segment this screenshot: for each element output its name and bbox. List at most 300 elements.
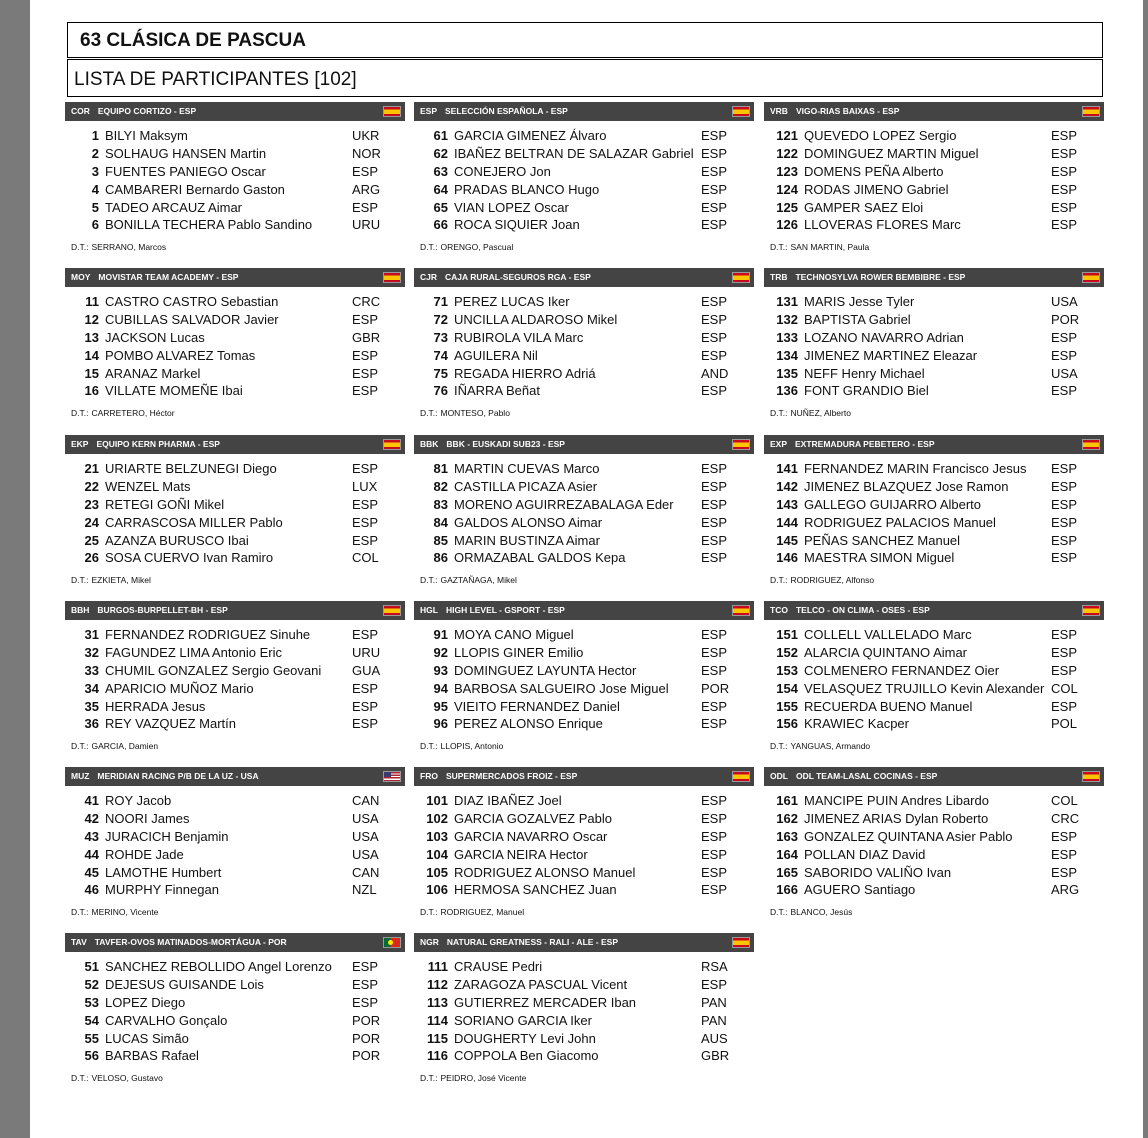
rider-name: MAESTRA SIMON Miguel [804, 550, 955, 566]
rider-row [414, 311, 754, 329]
rider-name: GAMPER SAEZ Eloi [804, 199, 924, 215]
rider-name: UNCILLA ALDAROSO Mikel [454, 311, 618, 327]
rider-row [414, 881, 754, 899]
sport-director-label: D.T.: [770, 741, 788, 752]
rider-row [414, 1030, 754, 1048]
team-block-ekp [65, 435, 405, 595]
rider-nationality: ESP [1051, 627, 1078, 642]
sport-director-name: MONTESO, Pablo [440, 408, 510, 419]
rider-number: 113 [427, 994, 448, 1010]
rider-number: 56 [84, 1048, 99, 1064]
rider-row [414, 382, 754, 400]
flag-esp-icon [1082, 272, 1100, 283]
rider-name: CHUMIL GONZALEZ Sergio Geovani [105, 662, 322, 678]
team-name: BBK - EUSKADI SUB23 - ESP [446, 439, 565, 449]
team-header [414, 601, 754, 620]
rider-number: 101 [426, 793, 448, 808]
rider-row [65, 514, 405, 532]
team-header [764, 601, 1104, 620]
rider-name: CRAUSE Pedri [454, 959, 543, 974]
flag-esp-icon [1082, 605, 1100, 616]
rider-row [414, 680, 754, 698]
team-header [764, 268, 1104, 287]
sport-director-label: D.T.: [420, 242, 438, 253]
rider-nationality: ESP [701, 514, 728, 530]
rider-nationality: POR [352, 1048, 381, 1064]
rider-nationality: ESP [352, 627, 379, 642]
sport-director-name: LLOPIS, Antonio [440, 741, 504, 752]
rider-number: 33 [84, 662, 99, 678]
rider-number: 121 [776, 128, 798, 143]
rider-number: 16 [84, 383, 99, 399]
rider-number: 151 [776, 627, 798, 642]
rider-row [65, 199, 405, 217]
rider-name: BONILLA TECHERA Pablo Sandino [105, 217, 313, 233]
rider-row [764, 662, 1104, 680]
rider-row [65, 347, 405, 365]
rider-nationality: ESP [1051, 828, 1078, 844]
rider-row [414, 478, 754, 496]
team-name: HIGH LEVEL - GSPORT - ESP [445, 605, 565, 615]
rider-nationality: ESP [701, 217, 728, 233]
rider-name: LLOVERAS FLORES Marc [804, 217, 961, 233]
rider-nationality: GBR [701, 1048, 730, 1064]
rider-name: MURPHY Finnegan [105, 882, 219, 898]
rider-nationality: POR [352, 1012, 381, 1028]
rider-row [414, 199, 754, 217]
rider-row [65, 810, 405, 828]
rider-row [414, 347, 754, 365]
rider-row [764, 532, 1104, 550]
rider-nationality: ESP [701, 716, 728, 732]
rider-name: PEREZ ALONSO Enrique [454, 716, 603, 732]
rider-number: 63 [433, 163, 448, 179]
rider-row [414, 496, 754, 514]
team-block-trb [764, 268, 1104, 428]
rider-row [65, 532, 405, 550]
rider-name: LLOPIS GINER Emilio [454, 644, 584, 660]
rider-name: FUENTES PANIEGO Oscar [105, 163, 266, 179]
team-code: COR [71, 106, 90, 116]
rider-nationality: ESP [701, 810, 728, 826]
rider-number: 83 [433, 496, 448, 512]
rider-name: AGUERO Santiago [804, 882, 916, 898]
rider-nationality: ESP [701, 478, 728, 494]
rider-number: 133 [776, 329, 798, 345]
rider-number: 75 [433, 365, 448, 381]
rider-nationality: ESP [701, 864, 728, 880]
rider-nationality: USA [1051, 365, 1078, 381]
rider-name: GALDOS ALONSO Aimar [454, 514, 603, 530]
sport-director [65, 408, 405, 418]
rider-row [65, 382, 405, 400]
rider-row [764, 163, 1104, 181]
sport-director-name: SERRANO, Marcos [91, 242, 167, 253]
sport-director [414, 741, 754, 751]
rider-name: HERRADA Jesus [105, 698, 206, 714]
rider-row [764, 181, 1104, 199]
rider-row [65, 1047, 405, 1065]
rider-nationality: URU [352, 644, 381, 660]
sport-director-name: GAZTAÑAGA, Mikel [440, 575, 517, 586]
rider-name: PEÑAS SANCHEZ Manuel [804, 532, 961, 548]
rider-nationality: ESP [701, 181, 728, 197]
rider-number: 153 [776, 662, 798, 678]
sport-director [414, 575, 754, 585]
rider-nationality: PAN [701, 1012, 727, 1028]
rider-number: 6 [91, 217, 99, 233]
rider-nationality: ESP [701, 128, 728, 143]
rider-number: 86 [433, 550, 448, 566]
rider-name: PRADAS BLANCO Hugo [454, 181, 600, 197]
rider-number: 32 [84, 644, 99, 660]
team-header [65, 767, 405, 786]
rider-number: 106 [426, 882, 448, 898]
rider-nationality: ESP [352, 461, 379, 476]
rider-nationality: POR [352, 1030, 381, 1046]
rider-number: 105 [426, 864, 448, 880]
sport-director [764, 408, 1104, 418]
rider-number: 34 [84, 680, 99, 696]
rider-name: GARCIA NAVARRO Oscar [454, 828, 608, 844]
rider-nationality: ESP [701, 383, 728, 399]
rider-nationality: ESP [701, 828, 728, 844]
rider-nationality: POR [701, 680, 730, 696]
team-header [764, 767, 1104, 786]
rider-nationality: NOR [352, 145, 381, 161]
rider-number: 144 [776, 514, 798, 530]
rider-row [764, 698, 1104, 716]
rider-number: 65 [433, 199, 448, 215]
rider-row [65, 329, 405, 347]
sport-director [414, 907, 754, 917]
rider-list [764, 121, 1104, 234]
flag-por-icon [383, 937, 401, 948]
rider-list [414, 121, 754, 234]
rider-number: 111 [427, 959, 448, 974]
rider-number: 96 [433, 716, 448, 732]
rider-nationality: ESP [352, 311, 379, 327]
flag-esp-icon [1082, 771, 1100, 782]
rider-row [414, 626, 754, 644]
sport-director-label: D.T.: [71, 408, 89, 419]
rider-nationality: CAN [352, 793, 380, 808]
rider-nationality: ESP [701, 882, 728, 898]
rider-nationality: ESP [701, 329, 728, 345]
race-title: 63 CLÁSICA DE PASCUA [67, 22, 1103, 58]
rider-name: LAMOTHE Humbert [105, 864, 222, 880]
rider-nationality: ESP [352, 496, 379, 512]
rider-name: MARIN BUSTINZA Aimar [454, 532, 600, 548]
rider-row [65, 698, 405, 716]
rider-name: ROHDE Jade [105, 846, 184, 862]
rider-row [65, 680, 405, 698]
rider-number: 22 [84, 478, 99, 494]
team-code: FRO [420, 771, 438, 781]
rider-number: 3 [91, 163, 99, 179]
sport-director-label: D.T.: [420, 907, 438, 918]
sport-director [65, 1073, 405, 1083]
rider-name: SOSA CUERVO Ivan Ramiro [105, 550, 274, 566]
rider-number: 64 [433, 181, 448, 197]
rider-number: 126 [776, 217, 798, 233]
sport-director [65, 242, 405, 252]
sport-director-label: D.T.: [71, 575, 89, 586]
team-header [764, 102, 1104, 121]
rider-row [65, 127, 405, 145]
rider-nationality: ESP [352, 514, 379, 530]
team-block-tco [764, 601, 1104, 761]
rider-nationality: ESP [701, 461, 728, 476]
rider-name: VIEITO FERNANDEZ Daniel [454, 698, 620, 714]
rider-name: ROY Jacob [105, 793, 172, 808]
rider-row [414, 715, 754, 733]
rider-nationality: ESP [1051, 329, 1078, 345]
rider-list [65, 287, 405, 400]
rider-name: SANCHEZ REBOLLIDO Angel Lorenzo [105, 959, 332, 974]
rider-name: POLLAN DIAZ David [804, 846, 926, 862]
rider-row [764, 715, 1104, 733]
rider-number: 62 [433, 145, 448, 161]
rider-name: DEJESUS GUISANDE Lois [105, 976, 264, 992]
rider-number: 142 [776, 478, 798, 494]
sport-director-name: RODRIGUEZ, Manuel [440, 907, 525, 918]
sport-director [414, 242, 754, 252]
team-name: EQUIPO CORTIZO - ESP [97, 106, 197, 116]
rider-number: 116 [427, 1048, 448, 1064]
rider-number: 163 [776, 828, 798, 844]
rider-number: 145 [776, 532, 798, 548]
team-code: TRB [770, 272, 788, 282]
team-name: TECHNOSYLVA ROWER BEMBIBRE - ESP [795, 272, 966, 282]
rider-nationality: USA [352, 846, 379, 862]
rider-name: FAGUNDEZ LIMA Antonio Eric [105, 644, 283, 660]
sport-director-label: D.T.: [770, 575, 788, 586]
team-code: MUZ [71, 771, 90, 781]
sport-director-label: D.T.: [770, 907, 788, 918]
rider-row [65, 828, 405, 846]
team-code: ESP [420, 106, 438, 116]
rider-nationality: ESP [701, 627, 728, 642]
rider-nationality: ESP [1051, 846, 1078, 862]
rider-name: MORENO AGUIRREZABALAGA Eder [454, 496, 674, 512]
rider-nationality: ESP [701, 145, 728, 161]
rider-row [65, 994, 405, 1012]
sport-director [764, 907, 1104, 917]
rider-row [65, 715, 405, 733]
rider-name: LOZANO NAVARRO Adrian [804, 329, 964, 345]
rider-name: FERNANDEZ MARIN Francisco Jesus [804, 461, 1027, 476]
participants-heading: LISTA DE PARTICIPANTES [102] [67, 59, 1103, 97]
rider-row [764, 792, 1104, 810]
rider-name: REY VAZQUEZ Martín [105, 716, 236, 732]
rider-number: 125 [776, 199, 798, 215]
rider-name: JIMENEZ BLAZQUEZ Jose Ramon [804, 478, 1009, 494]
rider-row [414, 976, 754, 994]
rider-nationality: ESP [352, 959, 379, 974]
rider-row [764, 864, 1104, 882]
rider-list [414, 952, 754, 1065]
rider-row [414, 293, 754, 311]
rider-name: NEFF Henry Michael [804, 365, 925, 381]
flag-esp-icon [1082, 106, 1100, 117]
rider-name: IÑARRA Beñat [454, 383, 540, 399]
rider-name: MARIS Jesse Tyler [804, 294, 915, 309]
rider-nationality: ESP [352, 716, 379, 732]
sport-director-name: GARCIA, Damien [91, 741, 159, 752]
rider-number: 146 [776, 550, 798, 566]
rider-nationality: CRC [1051, 810, 1080, 826]
team-header [65, 268, 405, 287]
rider-name: FONT GRANDIO Biel [804, 383, 929, 399]
rider-name: VELASQUEZ TRUJILLO Kevin Alexander [804, 680, 1045, 696]
rider-row [764, 478, 1104, 496]
rider-number: 95 [433, 698, 448, 714]
rider-row [65, 460, 405, 478]
rider-name: BAPTISTA Gabriel [804, 311, 911, 327]
rider-name: RETEGI GOÑI Mikel [105, 496, 225, 512]
sport-director-name: BLANCO, Jesús [790, 907, 853, 918]
rider-row [414, 329, 754, 347]
rider-name: CARVALHO Gonçalo [105, 1012, 228, 1028]
sport-director-label: D.T.: [420, 741, 438, 752]
rider-row [65, 145, 405, 163]
rider-number: 104 [426, 846, 448, 862]
rider-nationality: NZL [352, 882, 377, 898]
rider-row [65, 644, 405, 662]
rider-nationality: ESP [1051, 550, 1078, 566]
team-name: ODL TEAM-LASAL COCINAS - ESP [795, 771, 938, 781]
rider-nationality: ESP [701, 496, 728, 512]
rider-number: 11 [85, 294, 99, 309]
rider-nationality: POR [1051, 311, 1080, 327]
rider-number: 92 [433, 644, 448, 660]
rider-nationality: ESP [1051, 478, 1078, 494]
rider-nationality: CRC [352, 294, 381, 309]
rider-number: 136 [776, 383, 798, 399]
rider-row [764, 311, 1104, 329]
rider-nationality: ARG [1051, 882, 1080, 898]
rider-nationality: AUS [701, 1030, 728, 1046]
rider-row [764, 680, 1104, 698]
sport-director-name: ORENGO, Pascual [440, 242, 514, 253]
rider-nationality: ESP [1051, 864, 1078, 880]
team-code: BBK [420, 439, 439, 449]
rider-number: 14 [84, 347, 99, 363]
rider-number: 112 [427, 976, 448, 992]
sport-director [764, 242, 1104, 252]
sport-director-name: NUÑEZ, Alberto [790, 408, 851, 419]
rider-name: DOMENS PEÑA Alberto [804, 163, 944, 179]
rider-nationality: ESP [1051, 163, 1078, 179]
rider-row [65, 311, 405, 329]
sport-director-name: SAN MARTIN, Paula [790, 242, 870, 253]
rider-row [764, 514, 1104, 532]
rider-row [764, 828, 1104, 846]
rider-nationality: COL [1051, 680, 1078, 696]
rider-name: VIAN LOPEZ Oscar [454, 199, 569, 215]
rider-name: RODAS JIMENO Gabriel [804, 181, 949, 197]
rider-row [764, 365, 1104, 383]
rider-number: 24 [84, 514, 99, 530]
team-name: EXTREMADURA PEBETERO - ESP [795, 439, 935, 449]
rider-row [414, 958, 754, 976]
rider-name: COLMENERO FERNANDEZ Oier [804, 662, 1000, 678]
team-code: TAV [71, 937, 87, 947]
rider-row [65, 958, 405, 976]
sport-director-name: VELOSO, Gustavo [91, 1073, 163, 1084]
rider-number: 71 [433, 294, 448, 309]
rider-row [414, 994, 754, 1012]
team-code: CJR [420, 272, 438, 282]
rider-nationality: POL [1051, 716, 1078, 732]
sport-director [65, 741, 405, 751]
rider-number: 13 [84, 329, 99, 345]
team-code: HGL [420, 605, 438, 615]
rider-name: CASTRO CASTRO Sebastian [105, 294, 279, 309]
rider-number: 82 [433, 478, 448, 494]
rider-list [65, 786, 405, 899]
rider-number: 72 [433, 311, 448, 327]
rider-name: RODRIGUEZ PALACIOS Manuel [804, 514, 996, 530]
rider-name: BARBAS Rafael [105, 1048, 199, 1064]
rider-row [764, 199, 1104, 217]
rider-nationality: ESP [701, 698, 728, 714]
rider-nationality: ESP [701, 347, 728, 363]
rider-name: SABORIDO VALIÑO Ivan [804, 864, 952, 880]
sport-director-name: EZKIETA, Mikel [91, 575, 151, 586]
rider-number: 162 [776, 810, 798, 826]
rider-name: ZARAGOZA PASCUAL Vicent [454, 976, 628, 992]
sport-director-name: PEIDRO, José Vicente [440, 1073, 527, 1084]
rider-nationality: ESP [352, 347, 379, 363]
team-code: VRB [770, 106, 788, 116]
rider-list [414, 287, 754, 400]
team-header [65, 601, 405, 620]
team-code: BBH [71, 605, 90, 615]
rider-number: 84 [433, 514, 448, 530]
rider-number: 135 [776, 365, 798, 381]
rider-number: 74 [433, 347, 448, 363]
rider-row [414, 792, 754, 810]
rider-row [65, 1012, 405, 1030]
rider-row [764, 496, 1104, 514]
team-code: EXP [770, 439, 788, 449]
rider-nationality: LUX [352, 478, 378, 494]
rider-name: HERMOSA SANCHEZ Juan [454, 882, 617, 898]
rider-list [764, 620, 1104, 733]
rider-number: 61 [433, 128, 448, 143]
rider-name: VILLATE MOMEÑE Ibai [105, 383, 243, 399]
rider-nationality: ESP [352, 680, 379, 696]
rider-name: CASTILLA PICAZA Asier [454, 478, 598, 494]
rider-nationality: ESP [1051, 662, 1078, 678]
team-name: MERIDIAN RACING P/B DE LA UZ - USA [97, 771, 259, 781]
rider-name: DOUGHERTY Levi John [454, 1030, 596, 1046]
flag-esp-icon [383, 439, 401, 450]
rider-name: DOMINGUEZ MARTIN Miguel [804, 145, 979, 161]
team-name: TELCO - ON CLIMA - OSES - ESP [795, 605, 930, 615]
rider-name: JURACICH Benjamin [105, 828, 229, 844]
team-header [764, 435, 1104, 454]
rider-number: 91 [433, 627, 448, 642]
rider-number: 66 [433, 217, 448, 233]
rider-name: GALLEGO GUIJARRO Alberto [804, 496, 982, 512]
rider-name: TADEO ARCAUZ Aimar [105, 199, 243, 215]
rider-name: MARTIN CUEVAS Marco [454, 461, 600, 476]
rider-row [65, 1030, 405, 1048]
rider-number: 1 [91, 128, 99, 143]
